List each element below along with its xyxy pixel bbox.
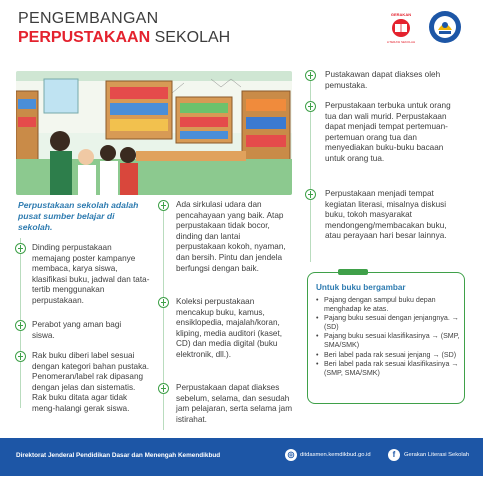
footer-facebook-link[interactable]: Gerakan Literasi Sekolah (404, 452, 470, 458)
box-tab (338, 269, 368, 275)
right-item-1: Pustakawan dapat diakses oleh pemustaka. (325, 70, 441, 90)
middle-column-line (163, 200, 164, 430)
title-rest: SEKOLAH (154, 29, 231, 46)
box-list-item: • Beri label pada rak sesuai jenjang → (SD) (316, 351, 461, 360)
plus-circle-icon (305, 70, 316, 81)
page-header (18, 10, 230, 48)
plus-circle-icon (158, 200, 169, 211)
footer-website-link[interactable]: ditdasmen.kemdikbud.go.id (300, 452, 371, 458)
plus-circle-icon (15, 351, 26, 362)
box-list-item: • Beri label pada rak sesuai klasifikasinya → (SMP, SMA/SMK) (316, 360, 461, 377)
facebook-icon: f (388, 449, 400, 461)
left-heading: Perpustakaan sekolah adalah pusat sumber belajar di sekolah. (18, 200, 139, 232)
title-highlight: PERPUSTAKAAN (18, 29, 151, 46)
box-list-item: • Pajang dengan sampul buku depan menghadap ke atas. (316, 296, 461, 313)
box-list-item: • Pajang buku sesuai klasifikasinya → (SMP, SMA/SMK) (316, 332, 461, 349)
gerakan-logo-bottom-text: LITERASI SEKOLAH (386, 40, 416, 44)
plus-circle-icon (15, 320, 26, 331)
kemendikbud-logo (428, 10, 462, 44)
left-item-3: Rak buku diberi label sesuai dengan kategori bahan pustaka. Penomeran/label rak dipasang dengan jelas dan sistematis. Rak buku ditata agar tidak meng-halangi gerak siswa. (32, 351, 149, 413)
right-item-3: Perpustakaan menjadi tempat kegiatan literasi, misalnya diskusi buku, tokoh masyarakat mendongeng/membacakan buku, atau perayaan hari besar lainnya. (325, 189, 447, 241)
footer-directorate: Direktorat Jenderal Pendidikan Dasar dan Menengah Kemendikbud (16, 452, 221, 459)
plus-circle-icon (15, 243, 26, 254)
box-list-item: • Pajang buku sesuai dengan jenjangnya. → (SD) (316, 314, 461, 331)
footer-bar (0, 438, 483, 476)
title-line1: PENGEMBANGAN (18, 10, 159, 27)
box-title: Untuk buku bergambar (316, 283, 406, 292)
plus-circle-icon (305, 101, 316, 112)
plus-circle-icon (158, 383, 169, 394)
picture-book-box (307, 272, 465, 404)
left-item-1: Dinding perpustakaan memajang poster kampanye membaca, karya siswa, klasifikasi buku, jadwal dan tata-tertib menggunakan perpustakaan. (32, 243, 150, 305)
left-item-2: Perabot yang aman bagi siswa. (32, 320, 122, 340)
middle-item-2: Koleksi perpustakaan mencakup buku, kamus, ensiklopedia, majalah/koran, kliping, media auditori (kaset, CD) dan media digital (buku elektronik, dll.). (176, 297, 283, 359)
middle-item-1: Ada sirkulasi udara dan pencahayaan yang baik. Atap perpustakaan tidak bocor, dinding dan lantai perpustakaan kokoh, nyaman, dan bersih. Pintu dan jendela berfungsi dengan baik. (176, 200, 286, 273)
gerakan-literasi-logo (384, 10, 418, 46)
plus-circle-icon (158, 297, 169, 308)
title-line2 (18, 28, 230, 48)
globe-icon: ◎ (285, 449, 297, 461)
gerakan-logo-top-text: GERAKAN (390, 12, 412, 17)
plus-circle-icon (305, 189, 316, 200)
library-illustration (16, 71, 292, 195)
middle-item-3: Perpustakaan dapat diakses sebelum, selama, dan sesudah jam pelajaran, serta selama jam istirahat. (176, 383, 293, 424)
box-list (316, 296, 461, 378)
right-item-2: Perpustakaan terbuka untuk orang tua dan wali murid. Perpustakaan dapat menjadi tempat pertemuan-pertemuan orang tua dan menyediakan buku-buku bacaan untuk orang tua. (325, 101, 451, 163)
